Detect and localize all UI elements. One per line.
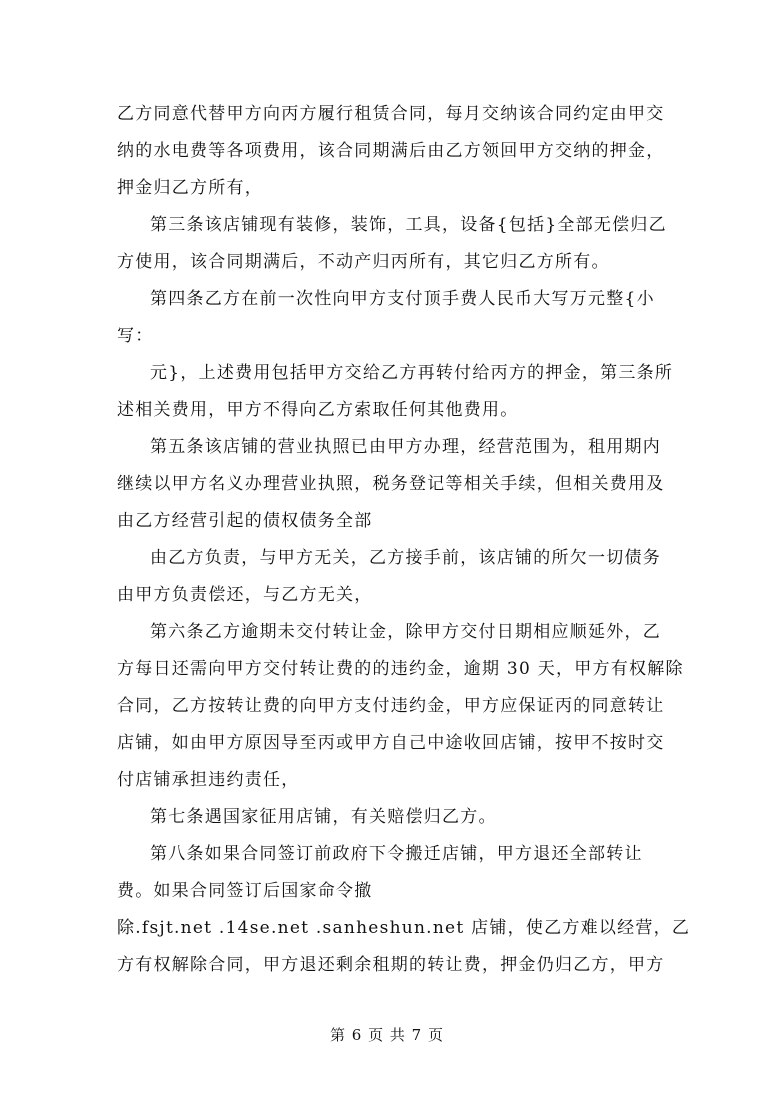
text-line: 由乙方经营引起的债权债务全部	[117, 511, 373, 531]
text-line: 合同，乙方按转让费的向甲方支付违约金，甲方应保证丙的同意转让	[117, 696, 665, 716]
text-line: 方使用，该合同期满后，不动产归丙所有，其它归乙方所有。	[117, 252, 610, 272]
text-line: 第六条乙方逾期未交付转让金，除甲方交付日期相应顺延外，乙	[150, 622, 661, 642]
text-line: 押金归乙方所有，	[117, 178, 263, 198]
text-line: 第八条如果合同签订前政府下令搬迁店铺，甲方退还全部转让	[150, 844, 643, 864]
text-line: 纳的水电费等各项费用，该合同期满后由乙方领回甲方交纳的押金，	[117, 141, 665, 161]
text-line: 第七条遇国家征用店铺，有关赔偿归乙方。	[150, 807, 497, 827]
text-line: 方有权解除合同，甲方退还剩余租期的转让费，押金仍归乙方，甲方	[117, 955, 665, 975]
page-number-footer: 第 6 页 共 7 页	[330, 1026, 444, 1044]
text-line: 由乙方负责，与甲方无关，乙方接手前，该店铺的所欠一切债务	[150, 548, 661, 568]
text-line: 费。如果合同签订后国家命令撤	[117, 881, 373, 901]
text-line: 元}，上述费用包括甲方交给乙方再转付给丙方的押金，第三条所	[150, 363, 674, 383]
text-line: 乙方同意代替甲方向丙方履行租赁合同，每月交纳该合同约定由甲交	[117, 104, 665, 124]
text-line: 店铺，如由甲方原因导至丙或甲方自己中途收回店铺，按甲不按时交	[117, 733, 665, 753]
text-line: 继续以甲方名义办理营业执照，税务登记等相关手续，但相关费用及	[117, 474, 665, 494]
text-line: 述相关费用，甲方不得向乙方索取任何其他费用。	[117, 400, 519, 420]
text-line: 除.fsjt.net .14se.net .sanheshun.net 店铺，使乙方难以经营，乙	[117, 918, 691, 938]
text-line: 第三条该店铺现有装修，装饰，工具，设备{包括}全部无偿归乙	[150, 215, 667, 235]
text-line: 第五条该店铺的营业执照已由甲方办理，经营范围为，租用期内	[150, 437, 661, 457]
text-line: 写：	[117, 326, 154, 346]
text-line: 第四条乙方在前一次性向甲方支付顶手费人民币大写万元整{小	[150, 289, 655, 309]
text-line: 付店铺承担违约责任，	[117, 770, 300, 790]
text-line: 由甲方负责偿还，与乙方无关，	[117, 585, 373, 605]
text-line: 方每日还需向甲方交付转让费的的违约金，逾期 30 天，甲方有权解除	[117, 659, 684, 679]
